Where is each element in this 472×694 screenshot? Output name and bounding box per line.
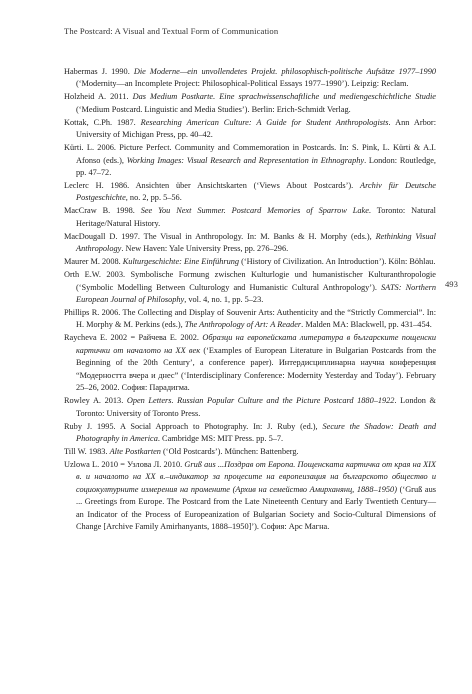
reference-entry: Habermas J. 1990. Die Moderne—ein unvollendetes Projekt. philosophisch-politische Aufsätze 1977–1990 (‘Modernity—an Incomplete Project: Philosophical-Political Essays 1977–1990’). Leipzig: Reclam. xyxy=(64,67,436,89)
reference-entry: Ruby J. 1995. A Social Approach to Photography. In: J. Ruby (ed.), Secure the Shadow: Death and Photography in America. Cambridge MS: MIT Press. pp. 5–7. xyxy=(64,421,436,443)
reference-entry: Leclerc H. 1986. Ansichten über Ansichtskarten (‘Views About Postcards’). Archiv für Deutsche Postgeschichte, no. 2, pp. 5–56. xyxy=(64,181,436,203)
reference-entry: Kürti. L. 2006. Picture Perfect. Community and Commemoration in Postcards. In: S. Pink, L. Kürti & A.I. Afonso (eds.), Working Images: Visual Research and Representation in Ethnography. London: Routledge, pp. 47–72. xyxy=(64,143,436,178)
reference-entry: Holzheid A. 2011. Das Medium Postkarte. Eine sprachwissenschaftliche und mediengeschichtliche Studie (‘Medium Postcard. Linguistic and Media Studies’). Berlin: Erich-Schmidt Verlag. xyxy=(64,92,436,114)
reference-entry: Raycheva E. 2002 = Райчева Е. 2002. Образци на европейската литература в българските пощенски картички от началото на XX век (‘Examples of European Literature in Bulgarian Postcards from the Beginning of the 20th Century’, a conference paper). Интердисциплинарна научна конференция “Модерността вчера и днес” (‘Interdisciplinary Conference: Modernity Yesterday and Today’). February 25–26, 2002. София: Парадигма. xyxy=(64,333,436,393)
reference-entry: Orth E.W. 2003. Symbolische Formung zwischen Kulturlogie und humanistischer Kulturanthropologie (‘Symbolic Modelling Between Culturology and Humanistic Cultural Anthropology’). SATS: Northern European Journal of Philosophy, vol. 4, no. 1, pp. 5–23. xyxy=(64,270,436,305)
reference-entry: Uzlowa L. 2010 = Узлова Л. 2010. Gruß aus ...Поздрав от Европа. Пощенската картичка от края на XIX в. и началото на XX в.–индикатор за процесите на европеизация на българското общество и социокултурните измерения на промените (Архив на семейство Амирханянц, 1888–1950) (‘Gruß aus ... Greetings from Europe. The Postcard from the Late Nineteenth Century and Early Twentieth Century—an Indicator of the Process of Europeanization of Bulgarian Society and Socio-Cultural Dimensions of Change [Archive Family Amirhanyants, 1888–1950]’). София: Арс Магна. xyxy=(64,459,436,531)
reference-entry: Phillips R. 2006. The Collecting and Display of Souvenir Arts: Authenticity and the “Strictly Commercial”. In: H. Morphy & M. Perkins (eds.), The Anthropology of Art: A Reader. Malden MA: Blackwell, pp. 431–454. xyxy=(64,308,436,330)
page-number: 493 xyxy=(445,279,458,289)
reference-entry: Till W. 1983. Alte Postkarten (‘Old Postcards’). München: Battenberg. xyxy=(64,446,299,456)
reference-list xyxy=(64,66,436,534)
reference-entry: Maurer M. 2008. Kulturgeschichte: Eine Einführung (‘History of Civilization. An Introduction’). Köln: Böhlau. xyxy=(64,257,436,267)
reference-entry: Kottak, C.Ph. 1987. Researching American Culture: A Guide for Student Anthropologists. Ann Arbor: University of Michigan Press, pp. 40–42. xyxy=(64,117,436,140)
reference-entry: MacCraw B. 1998. See You Next Summer. Postcard Memories of Sparrow Lake. Toronto: Natural Heritage/Natural History. xyxy=(64,206,436,228)
reference-entry: MacDougall D. 1997. The Visual in Anthropology. In: M. Banks & H. Morphy (eds.), Rethinking Visual Anthropology. New Haven: Yale University Press, pp. 276–296. xyxy=(64,231,436,254)
running-head-title: The Postcard: A Visual and Textual Form of Communication xyxy=(64,26,279,36)
reference-entry: Rowley A. 2013. Open Letters. Russian Popular Culture and the Picture Postcard 1880–1922. London & Toronto: University of Toronto Press. xyxy=(64,396,436,418)
